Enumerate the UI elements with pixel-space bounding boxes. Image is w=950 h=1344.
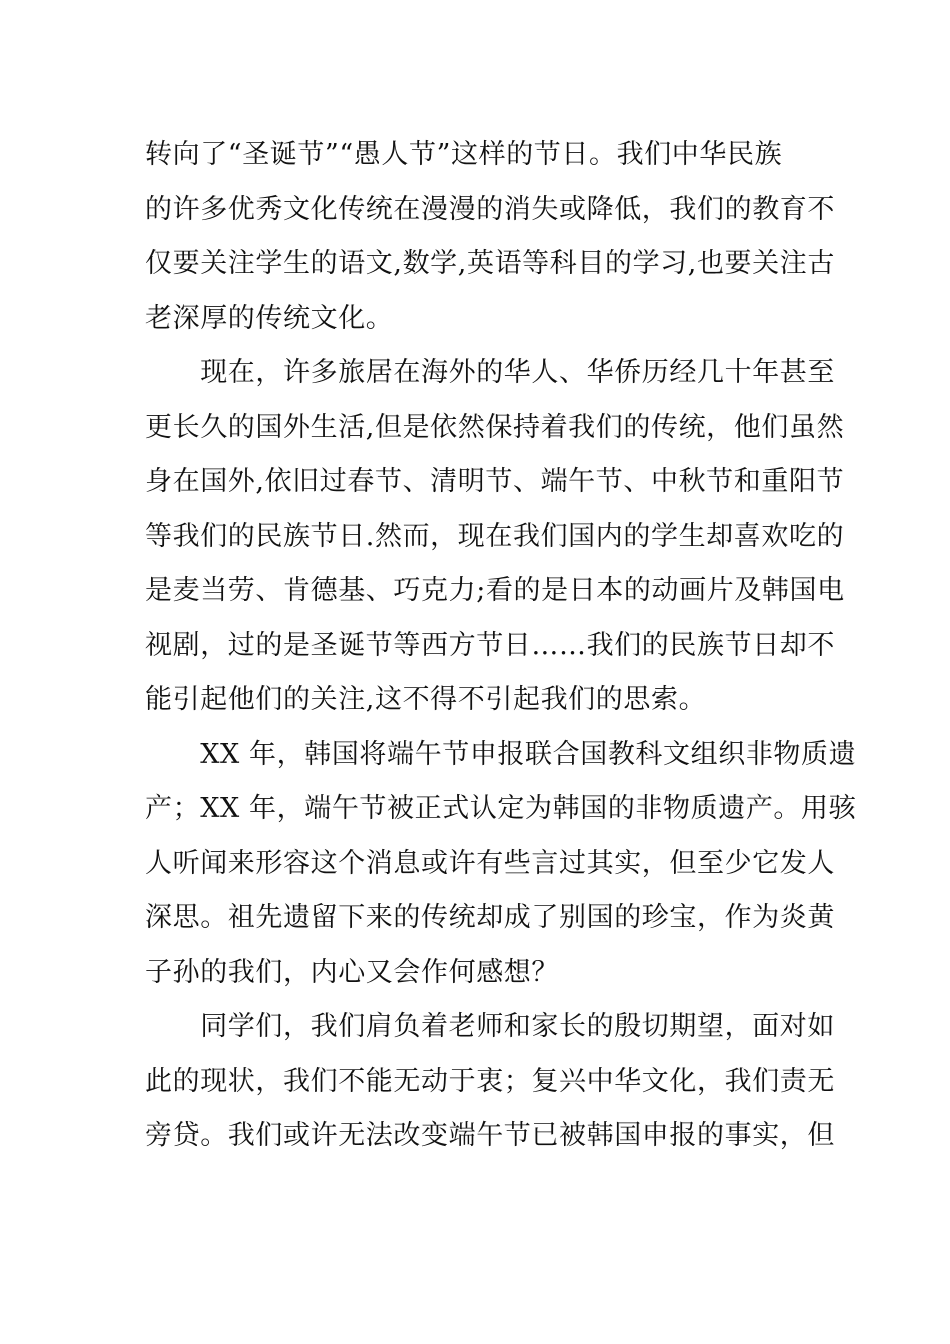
text-line: 仅要关注学生的语文,数学,英语等科目的学习,也要关注古 <box>145 248 835 279</box>
text-line: 身在国外,依旧过春节、清明节、端午节、中秋节和重阳节 <box>145 466 845 497</box>
text-line: 老深厚的传统文化。 <box>145 302 394 334</box>
document-body <box>145 128 857 1164</box>
text-line: 能引起他们的关注,这不得不引起我们的思索。 <box>145 684 707 715</box>
text-line: XX 年，韩国将端午节申报联合国教科文组织非物质遗 <box>145 738 857 770</box>
text-line: 深思。祖先遗留下来的传统却成了别国的珍宝，作为炎黄 <box>145 902 835 933</box>
text-line: 同学们，我们肩负着老师和家长的殷切期望，面对如 <box>145 1011 835 1042</box>
text-line: 旁贷。我们或许无法改变端午节已被韩国申报的事实，但 <box>145 1120 835 1151</box>
text-line: 是麦当劳、肯德基、巧克力;看的是日本的动画片及韩国电 <box>145 575 845 606</box>
text-line: 产；XX 年，端午节被正式认定为韩国的非物质遗产。用骇 <box>145 793 857 824</box>
paragraph-1 <box>145 128 835 346</box>
paragraph-3 <box>145 728 857 1001</box>
text-line: 更长久的国外生活,但是依然保持着我们的传统，他们虽然 <box>145 411 845 443</box>
text-line: 现在，许多旅居在海外的华人、华侨历经几十年甚至 <box>145 357 835 388</box>
text-line: 等我们的民族节日.然而，现在我们国内的学生却喜欢吃的 <box>145 520 845 552</box>
text-line: 视剧，过的是圣诞节等西方节日……我们的民族节日却不 <box>145 629 835 661</box>
paragraph-2 <box>145 346 845 728</box>
text-line: 人听闻来形容这个消息或许有些言过其实，但至少它发人 <box>145 847 835 879</box>
text-line: 子孙的我们，内心又会作何感想？ <box>145 956 559 988</box>
text-line: 此的现状，我们不能无动于衷；复兴中华文化，我们责无 <box>145 1065 835 1097</box>
text-line: 的许多优秀文化传统在漫漫的消失或降低，我们的教育不 <box>145 193 835 225</box>
paragraph-4 <box>145 1000 835 1164</box>
text-line: 转向了“圣诞节”“愚人节”这样的节日。我们中华民族 <box>145 139 783 170</box>
